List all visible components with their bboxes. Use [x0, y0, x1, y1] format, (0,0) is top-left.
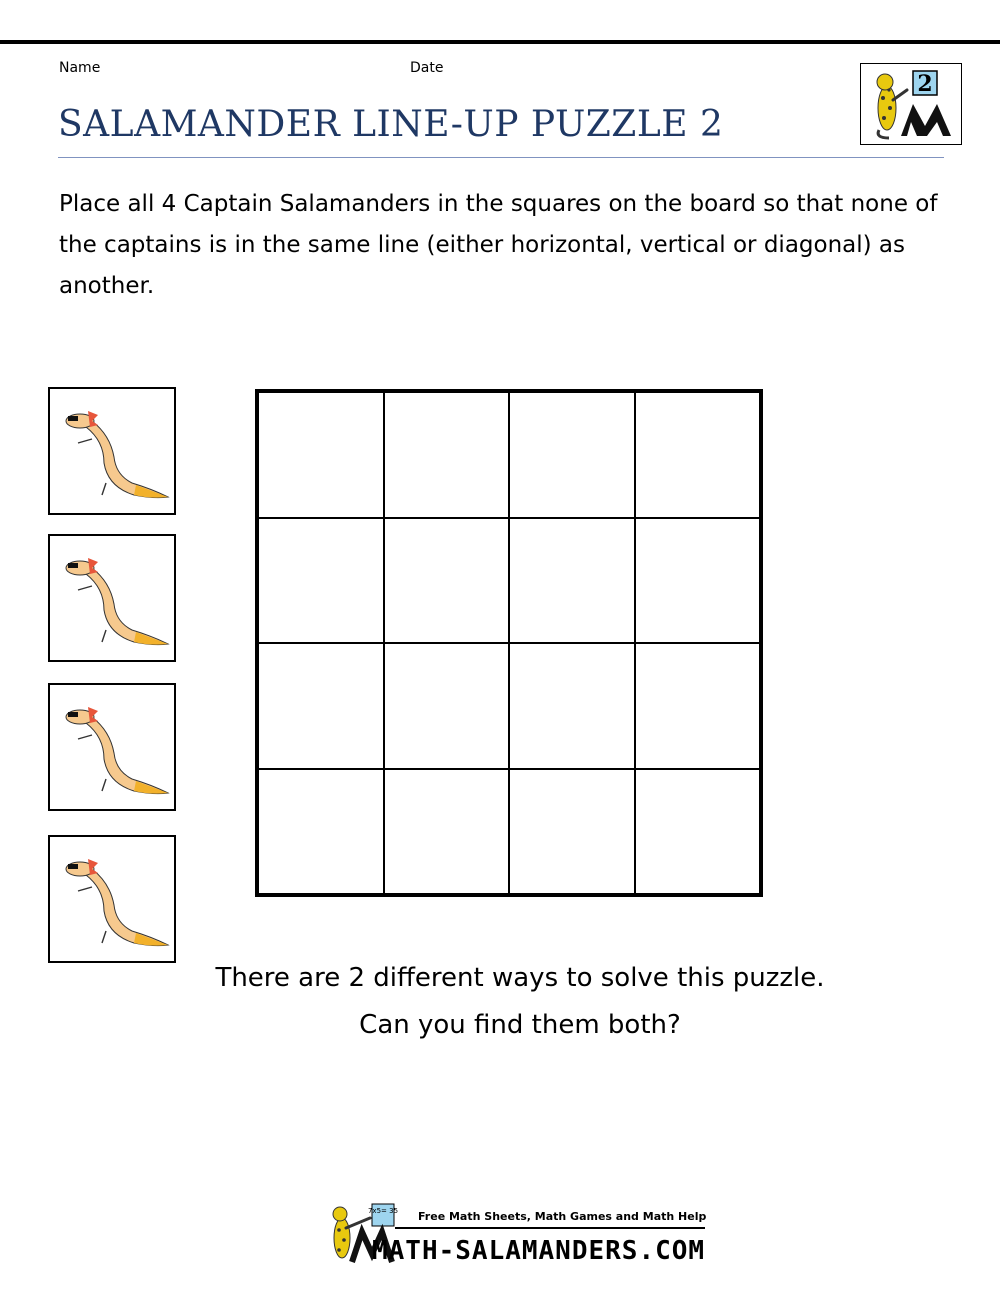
board-cell-r4-c1[interactable] — [258, 769, 384, 895]
level-badge-number: 2 — [917, 71, 933, 97]
board-cell-r3-c3[interactable] — [509, 643, 635, 769]
page-title: SALAMANDER LINE-UP PUZZLE 2 — [58, 104, 724, 145]
board-cell-r1-c4[interactable] — [635, 392, 761, 518]
closing-line-2: Can you find them both? — [359, 1010, 681, 1040]
board-cell-r2-c1[interactable] — [258, 518, 384, 644]
board-cell-r3-c1[interactable] — [258, 643, 384, 769]
puzzle-board — [255, 389, 763, 897]
top-rule — [0, 40, 1000, 44]
footer-brand[interactable]: MATH-SALAMANDERS.COM — [372, 1236, 706, 1266]
title-rule — [58, 157, 944, 158]
board-cell-r4-c3[interactable] — [509, 769, 635, 895]
salamander-logo-icon — [861, 64, 961, 144]
footer-rule — [395, 1227, 705, 1229]
board-cell-r2-c3[interactable] — [509, 518, 635, 644]
board-cell-r2-c4[interactable] — [635, 518, 761, 644]
closing-line-1: There are 2 different ways to solve this puzzle. — [215, 963, 825, 993]
board-cell-r1-c1[interactable] — [258, 392, 384, 518]
salamander-icon — [58, 399, 170, 505]
board-cell-r4-c4[interactable] — [635, 769, 761, 895]
board-cell-r3-c4[interactable] — [635, 643, 761, 769]
salamander-icon — [58, 847, 170, 953]
board-cell-r2-c2[interactable] — [384, 518, 510, 644]
salamander-icon — [58, 695, 170, 801]
salamander-tile[interactable] — [48, 534, 176, 662]
footer-badge-text: 7x5= 35 — [367, 1207, 399, 1215]
name-label: Name — [59, 60, 101, 76]
board-cell-r3-c2[interactable] — [384, 643, 510, 769]
level-logo — [860, 63, 962, 145]
footer-tagline: Free Math Sheets, Math Games and Math Help — [418, 1210, 707, 1223]
salamander-tile[interactable] — [48, 387, 176, 515]
board-cell-r1-c2[interactable] — [384, 392, 510, 518]
salamander-tile[interactable] — [48, 835, 176, 963]
instructions-text: Place all 4 Captain Salamanders in the squares on the board so that none of the captains is in the same line (either horizontal, vertical or diagonal) as another. — [59, 191, 938, 299]
board-cell-r4-c2[interactable] — [384, 769, 510, 895]
salamander-tile[interactable] — [48, 683, 176, 811]
salamander-icon — [58, 546, 170, 652]
closing-text — [0, 955, 1000, 1049]
board-cell-r1-c3[interactable] — [509, 392, 635, 518]
date-label: Date — [410, 60, 444, 76]
